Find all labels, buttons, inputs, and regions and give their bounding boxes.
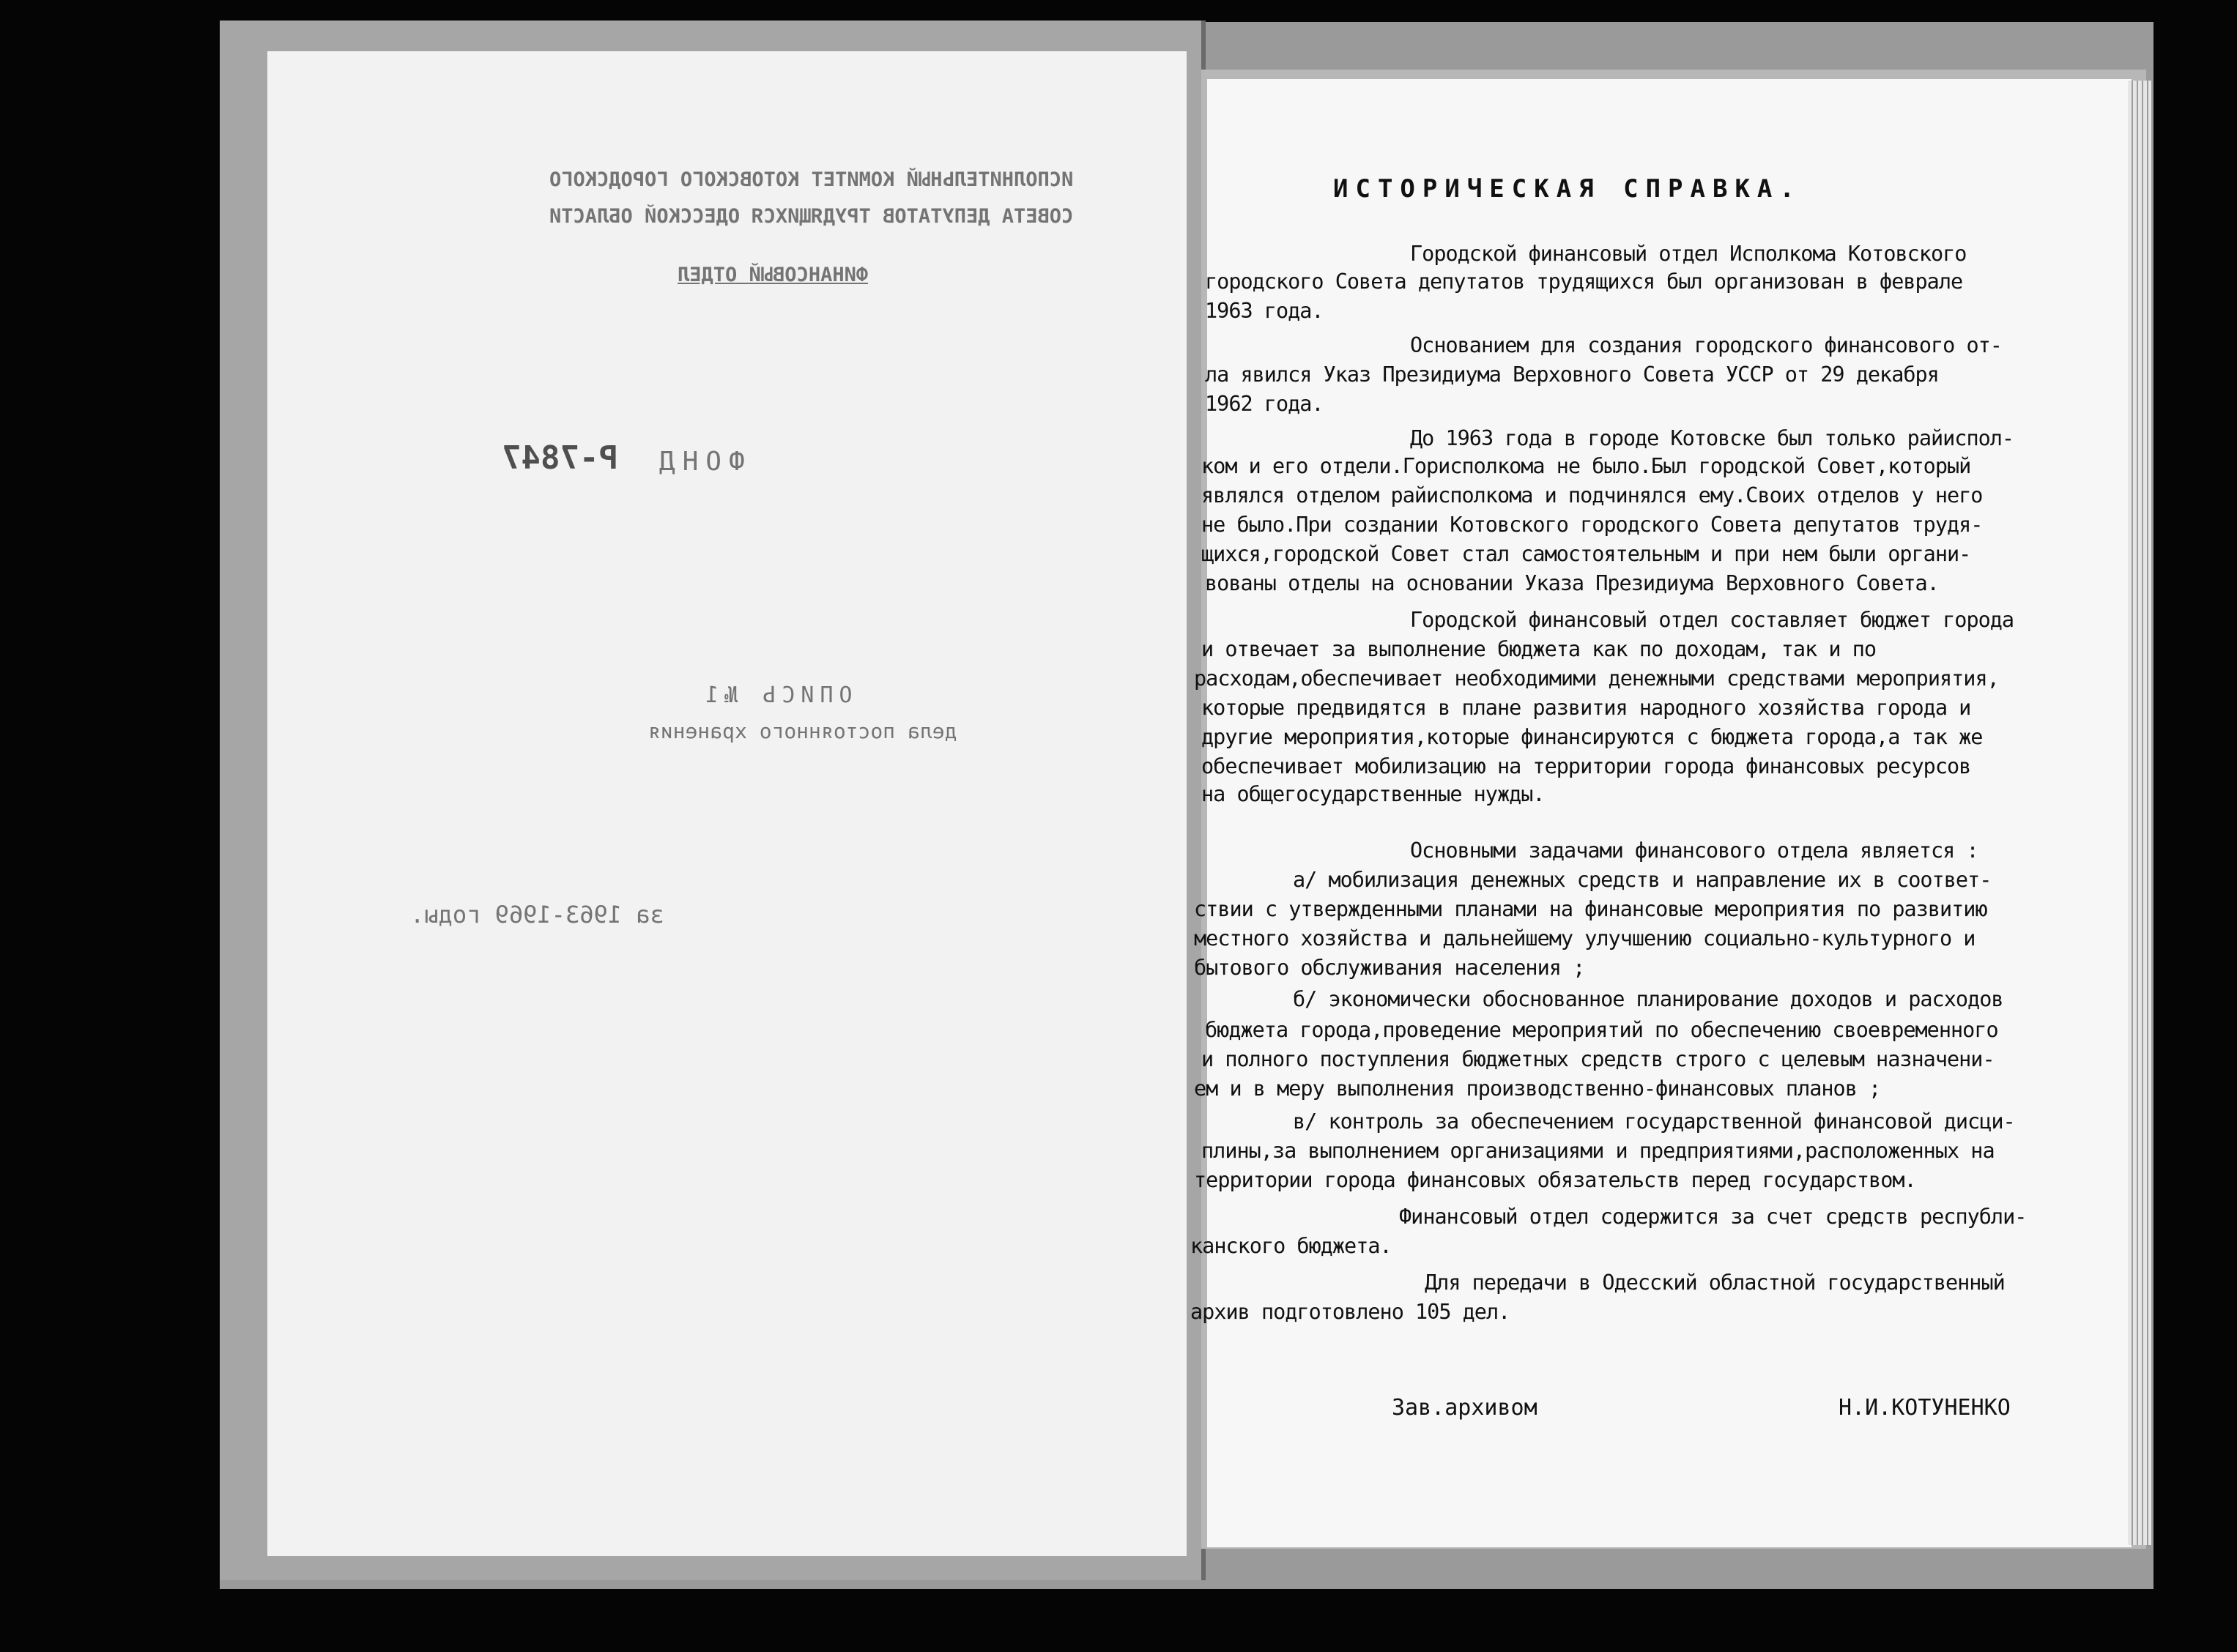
body-line: До 1963 года в городе Котовске был только райиспол- [1410,426,2014,450]
body-line: Основанием для создания городского финансового от- [1410,333,2002,357]
body-line: ла явился Указ Президиума Верховного Совета УССР от 29 декабря [1205,362,1939,387]
body-line: Для передачи в Одесский областной государственный [1425,1270,2005,1295]
body-line: расходам,обеспечивает необходимими денежными средствами мероприятия, [1194,666,1999,691]
body-line: которые предвидятся в плане развития народного хозяйства города и [1201,696,1971,720]
body-line: 1963 года. [1205,299,1324,323]
body-line: 1962 года. [1205,392,1324,416]
body-line: другие мероприятия,которые финансируются с бюджета города,а так же [1201,725,1983,749]
body-line: местного хозяйства и дальнейшему улучшению социально-культурного и [1194,926,1976,950]
body-line: и полного поступления бюджетных средств строго с целевым назначени- [1201,1047,1995,1071]
signature-title: Зав.архивом [1392,1395,1537,1421]
body-line: ствии с утвержденными планами на финансовые мероприятия по развитию [1194,897,1987,921]
body-line: Городской финансовый отдел Исполкома Котовского [1410,242,1967,266]
body-line: а/ мобилизация денежных средств и направление их в соответ- [1293,868,1992,892]
body-line: щихся,городской Совет стал самостоятельным и при нем были органи- [1201,542,1971,566]
signature-name: Н.И.КОТУНЕНКО [1839,1395,2011,1421]
body-line: и отвечает за выполнение бюджета как по доходам, так и по [1201,637,1877,661]
left-fond-label: ФОНД [652,447,745,477]
body-line: являлся отделом райисполкома и подчинялся ему.Своих отделов у него [1201,483,1983,507]
left-header-line2: СОВЕТА ДЕПУТАТОВ ТРУДЯЩИХСЯ ОДЕССКОЙ ОБЛАСТИ [549,205,1074,228]
body-line: бюджета города,проведение мероприятий по обеспечению своевременного [1205,1018,1998,1042]
left-page [267,51,1187,1556]
left-years: за 1963-1969 годы. [410,901,664,929]
body-line: ем и в меру выполнения производственно-финансовых планов ; [1194,1076,1881,1101]
body-line: городского Совета депутатов трудящихся был организован в феврале [1205,269,1963,294]
body-line: бытового обслуживания населения ; [1194,956,1585,980]
body-line: территории города финансовых обязательств перед государством. [1194,1168,1916,1192]
body-line: ком и его отдели.Горисполкома не было.Был городской Совет,который [1201,454,1971,478]
body-line: Финансовый отдел содержится за счет средств республи- [1399,1205,2027,1229]
body-line: Городской финансовый отдел составляет бюджет города [1410,608,2014,632]
body-line: плины,за выполнением организациями и предприятиями,расположенных на [1201,1139,1995,1163]
body-line: не было.При создании Котовского городского Совета депутатов трудя- [1201,513,1983,537]
left-opis-subtitle: дела постоянного хранения [648,719,957,743]
left-fond-number: Р-7847 [502,439,618,477]
body-line: обеспечивает мобилизацию на территории города финансовых ресурсов [1201,754,1971,778]
document-title: ИСТОРИЧЕСКАЯ СПРАВКА. [1333,174,1802,204]
body-line: архив подготовлено 105 дел. [1190,1300,1510,1324]
body-line: Основными задачами финансового отдела является : [1410,838,1978,863]
body-line: б/ экономически обоснованное планирование доходов и расходов [1293,987,2003,1011]
left-header-line1: ИСПОЛНИТЕЛЬНЫЙ КОМИТЕТ КОТОВСКОГО ГОРОДСКОГО [549,168,1074,191]
left-opis-label: ОПИСЬ №1 [700,682,853,708]
body-line: канского бюджета. [1190,1234,1392,1258]
body-line: на общегосударственные нужды. [1201,782,1545,806]
body-line: вованы отделы на основании Указа Президиума Верховного Совета. [1205,571,1939,595]
left-department: ФИНАНСОВЫЙ ОТДЕЛ [678,264,869,286]
body-line: в/ контроль за обеспечением государственной финансовой дисци- [1293,1109,2015,1134]
